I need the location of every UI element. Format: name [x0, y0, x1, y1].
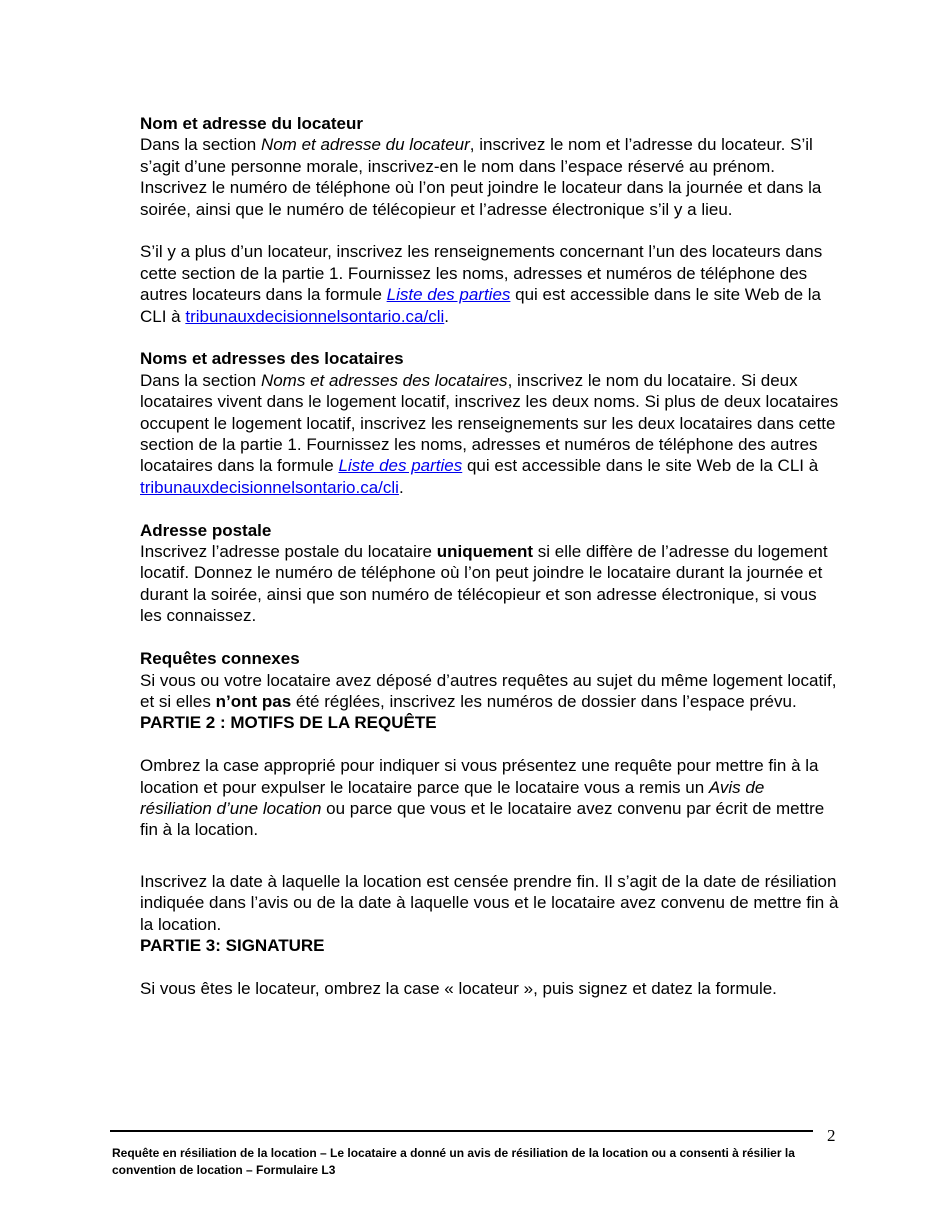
- party-list-link-text: Liste des parties: [338, 456, 463, 476]
- section-heading-postal: Adresse postale: [140, 520, 272, 540]
- bold-term: uniquement: [436, 542, 534, 562]
- footer-rule: [110, 1130, 813, 1132]
- related-paragraph: [140, 670, 840, 713]
- tenants-paragraph: [140, 370, 840, 498]
- text-run: S’il y a plus d’un locateur, inscrivez les renseignements concernant l’un des locateurs dans cette section de la partie 1. Fournissez les noms, adresses et numéros de téléphone des autres locateurs dans la formule: [140, 242, 823, 305]
- text-run: Dans la section: [140, 370, 261, 390]
- postal-paragraph: [140, 541, 840, 627]
- part3-paragraph: Si vous êtes le locateur, ombrez la case « locateur », puis signez et datez la formule.: [140, 978, 777, 998]
- text-run: si elle diffère de l’adresse du logement locatif. Donnez le numéro de téléphone où l’on peut joindre le locataire durant la journée et durant la soirée, ainsi que son numéro de télécopieur et son adresse électronique, si vous les connaissez.: [140, 542, 828, 626]
- ltb-website-link[interactable]: tribunauxdecisionnelsontario.ca/cli: [140, 477, 399, 497]
- bold-term: n’ont pas: [215, 691, 292, 711]
- italic-term: Noms et adresses des locataires: [260, 370, 508, 390]
- text-run: été réglées, inscrivez les numéros de dossier dans l’espace prévu.: [291, 691, 797, 711]
- ltb-website-link[interactable]: tribunauxdecisionnelsontario.ca/cli: [185, 306, 445, 326]
- section-heading-tenants: Noms et adresses des locataires: [140, 349, 404, 369]
- section-heading-related: Requêtes connexes: [140, 649, 300, 669]
- text-run: Ombrez la case approprié pour indiquer si vous présentez une requête pour mettre fin à la location et pour expulser le locataire parce que le locataire vous a remis un: [140, 756, 819, 797]
- text-run: Dans la section: [140, 135, 261, 155]
- party-list-link[interactable]: [387, 285, 511, 304]
- footer-form-title: Requête en résiliation de la location – Le locataire a donné un avis de résiliation de la location ou a consenti à résilier la convention de location – Formulaire L3: [112, 1146, 795, 1177]
- italic-term: Avis de résiliation d’une location: [140, 777, 765, 818]
- section-heading-landlord: Nom et adresse du locateur: [140, 114, 363, 133]
- text-run: .: [444, 306, 450, 326]
- party-list-link-text: Liste des parties: [386, 285, 511, 305]
- multiple-landlords-paragraph: [140, 241, 840, 327]
- text-run: ou parce que vous et le locataire avez convenu par écrit de mettre fin à la location.: [140, 798, 825, 840]
- text-run: Inscrivez l’adresse postale du locataire: [140, 542, 437, 562]
- part3-heading: PARTIE 3: SIGNATURE: [140, 935, 325, 955]
- text-run: .: [398, 477, 404, 497]
- text-run: qui est accessible dans le site Web de la CLI à: [140, 285, 822, 326]
- text-run: qui est accessible dans le site Web de la CLI à: [462, 456, 819, 476]
- party-list-link[interactable]: [338, 456, 462, 475]
- part2-heading: PARTIE 2 : MOTIFS DE LA REQUÊTE: [140, 713, 437, 733]
- landlord-paragraph: [140, 134, 840, 220]
- part2-paragraph-1: [140, 755, 840, 841]
- text-run: , inscrivez le nom et l’adresse du locateur. S’il s’agit d’une personne morale, inscrivez-en le nom dans l’espace réservé au prénom. Inscrivez le numéro de téléphone où l’on peut joindre le locateur dans la journée et dans la soirée, ainsi que le numéro de télécopieur et l’adresse électronique s’il y a lieu.: [140, 135, 822, 219]
- text-run: , inscrivez le nom du locataire. Si deux locataires vivent dans le logement locatif, inscrivez les deux noms. Si plus de deux locataires occupent le logement locatif, inscrivez les renseignements sur les deux locataires dans cette section de la partie 1. Fournissez les noms, adresses et numéros de téléphone des autres locataires dans la formule: [140, 370, 839, 476]
- text-run: Si vous ou votre locataire avez déposé d’autres requêtes au sujet du même logement locatif, et si elles: [140, 670, 837, 711]
- page-number: 2: [827, 1126, 836, 1145]
- page-content: [140, 113, 840, 999]
- italic-term: Nom et adresse du locateur: [260, 135, 470, 155]
- part2-paragraph-2: Inscrivez la date à laquelle la location est censée prendre fin. Il s’agit de la date de résiliation indiquée dans l’avis ou de la date à laquelle vous et le locataire avez convenu de mettre fin à la location.: [140, 871, 839, 934]
